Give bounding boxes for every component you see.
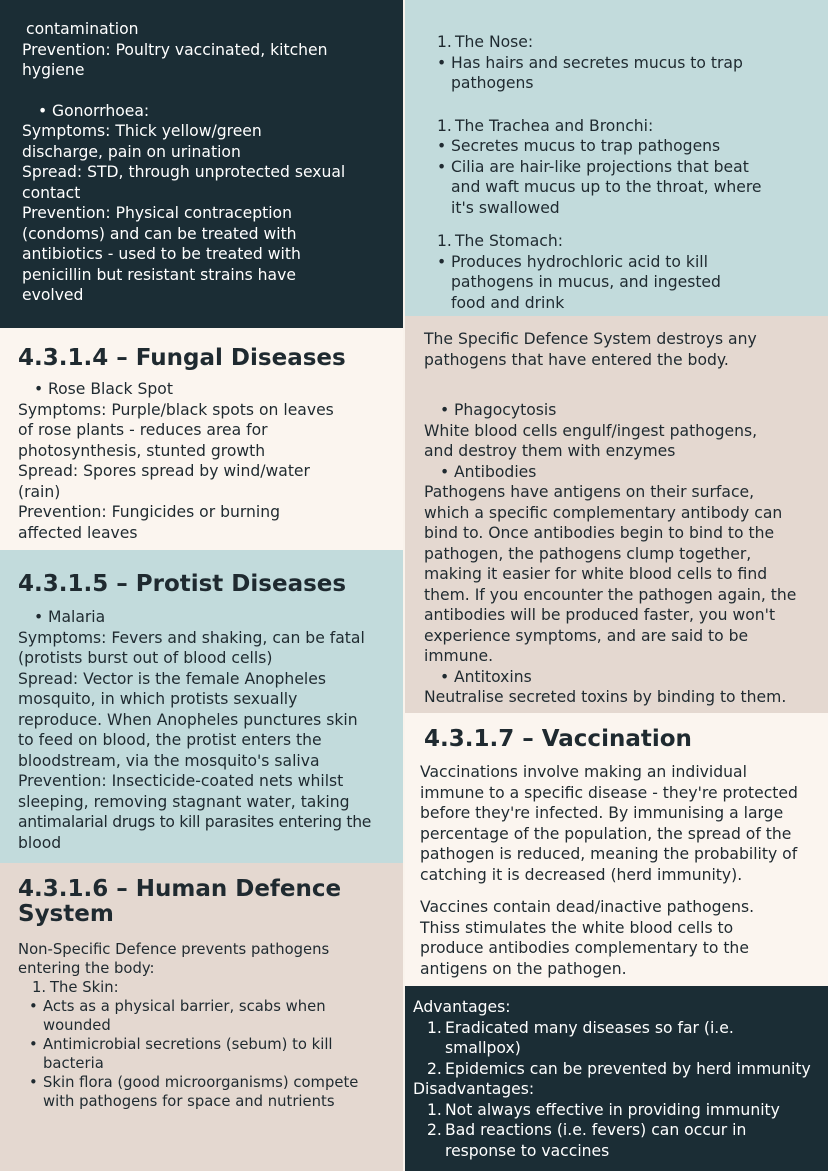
text-line: Symptoms: Fevers and shaking, can be fatal bbox=[18, 628, 365, 647]
spacer bbox=[437, 218, 828, 231]
text-line: White blood cells engulf/ingest pathogens, bbox=[424, 421, 758, 440]
spacer bbox=[18, 597, 403, 607]
list-number: 1. bbox=[437, 116, 452, 135]
text-line: Spread: Spores spread by wind/water bbox=[18, 462, 310, 480]
bullet-line: • Skin flora (good microorganisms) compete bbox=[18, 1073, 403, 1092]
list-number: 1. bbox=[427, 1100, 442, 1119]
text-line: which a specific complementary antibody can bbox=[424, 503, 783, 522]
text-line: blood bbox=[18, 833, 62, 852]
bullet-cont: wounded bbox=[43, 1017, 111, 1034]
advantage-item bbox=[413, 1059, 828, 1080]
text-line: pathogen is reduced, meaning the probability of bbox=[420, 845, 798, 863]
text-line: hygiene bbox=[22, 61, 85, 79]
text-line: immune. bbox=[424, 647, 494, 665]
advantage-item bbox=[413, 1018, 828, 1039]
text-line: bloodstream, via the mosquito's saliva bbox=[18, 751, 320, 770]
text-line: catching it is decreased (herd immunity). bbox=[420, 865, 743, 884]
list-item-skin bbox=[18, 978, 403, 997]
bullet-line: • Has hairs and secretes mucus to trap bbox=[437, 53, 828, 74]
bullet-cont: it's swallowed bbox=[451, 198, 560, 217]
bullet-line: • Secretes mucus to trap pathogens bbox=[437, 136, 828, 157]
text-line: (rain) bbox=[18, 482, 61, 501]
text-line: Symptoms: Purple/black spots on leaves bbox=[18, 400, 334, 419]
text-line: Non-Specific Defence prevents pathogens bbox=[18, 941, 330, 958]
text-line: Prevention: Physical contraception bbox=[22, 204, 292, 222]
bullet-line: • Produces hydrochloric acid to kill bbox=[437, 252, 828, 273]
text-line: evolved bbox=[22, 286, 84, 304]
list-number: 1. bbox=[427, 1018, 442, 1037]
text-line: affected leaves bbox=[18, 523, 138, 542]
text-line: (protists burst out of blood cells) bbox=[18, 649, 273, 667]
list-number: 2. bbox=[427, 1121, 442, 1139]
text-line: Prevention: Insecticide-coated nets whilst bbox=[18, 772, 344, 790]
spacer bbox=[437, 94, 828, 116]
text-line: immune to a specific disease - they're protected bbox=[420, 783, 798, 802]
text-line: before they're infected. By immunising a large bbox=[420, 804, 784, 822]
text-line: to feed on blood, the protist enters the bbox=[18, 731, 322, 749]
fungal-diseases-panel bbox=[0, 328, 403, 550]
list-number: 1. bbox=[32, 979, 47, 996]
text-line: and destroy them with enzymes bbox=[424, 442, 676, 460]
protist-diseases-panel bbox=[0, 550, 403, 863]
list-text: Bad reactions (i.e. fevers) can occur in bbox=[445, 1121, 747, 1139]
section-title-fungal: 4.3.1.4 – Fungal Diseases bbox=[18, 345, 346, 371]
text-line: Prevention: Fungicides or burning bbox=[18, 503, 280, 521]
text-line: percentage of the population, the spread of the bbox=[420, 824, 792, 843]
list-number: 1. bbox=[437, 232, 452, 250]
bullet-rose-black-spot: • Rose Black Spot bbox=[18, 379, 403, 400]
list-item-nose bbox=[437, 32, 828, 53]
advantages-panel bbox=[405, 986, 828, 1171]
text-line: The Specific Defence System destroys any bbox=[424, 330, 757, 348]
skin-bullets bbox=[18, 997, 403, 1111]
text-line: (condoms) and can be treated with bbox=[22, 224, 297, 243]
bullet-cont: bacteria bbox=[43, 1055, 104, 1072]
specific-defence-panel bbox=[405, 316, 828, 713]
text-line: making it easier for white blood cells to find bbox=[424, 565, 768, 583]
bullet-antibodies: • Antibodies bbox=[424, 462, 828, 483]
section-title-defence-line2: System bbox=[18, 901, 114, 927]
text-line: Symptoms: Thick yellow/green bbox=[22, 122, 262, 140]
text-line: antibiotics - used to be treated with bbox=[22, 245, 301, 263]
bullet-cont: with pathogens for space and nutrients bbox=[43, 1093, 335, 1110]
spacer bbox=[424, 370, 828, 400]
list-label: The Nose: bbox=[455, 33, 534, 51]
text-line: Prevention: Poultry vaccinated, kitchen bbox=[22, 40, 328, 59]
disadvantage-item bbox=[413, 1100, 828, 1121]
text-line: Vaccines contain dead/inactive pathogens. bbox=[420, 898, 755, 916]
list-item-stomach bbox=[437, 231, 828, 252]
vaccination-panel bbox=[405, 713, 828, 986]
text-line: reproduce. When Anopheles punctures skin bbox=[18, 710, 358, 729]
bullet-cont: pathogens in mucus, and ingested bbox=[451, 273, 721, 291]
spacer bbox=[18, 927, 403, 940]
text-line: Neutralise secreted toxins by binding to them. bbox=[424, 688, 787, 706]
text-line: Vaccinations involve making an individual bbox=[420, 763, 747, 781]
text-line: Spread: STD, through unprotected sexual bbox=[22, 163, 346, 181]
text-line: antigens on the pathogen. bbox=[420, 959, 627, 978]
bullet-line: • Cilia are hair-like projections that beat bbox=[437, 157, 828, 178]
list-label: The Skin: bbox=[50, 979, 119, 996]
list-text: Epidemics can be prevented by herd immunity bbox=[445, 1059, 811, 1078]
text-line: mosquito, in which protists sexually bbox=[18, 690, 298, 708]
text-line: contact bbox=[22, 183, 81, 202]
text-line: pathogens that have entered the body. bbox=[424, 350, 729, 369]
bullet-cont: pathogens bbox=[451, 74, 534, 92]
text-line: bind to. Once antibodies begin to bind to the bbox=[424, 524, 775, 542]
text-line: Pathogens have antigens on their surface, bbox=[424, 483, 755, 501]
section-title-protist: 4.3.1.5 – Protist Diseases bbox=[18, 571, 347, 597]
bullet-line: • Acts as a physical barrier, scabs when bbox=[18, 997, 403, 1016]
bullet-line: • Antimicrobial secretions (sebum) to kill bbox=[18, 1035, 403, 1054]
list-number: 2. bbox=[427, 1059, 442, 1078]
bullet-cont: and waft mucus up to the throat, where bbox=[451, 178, 762, 196]
list-number: 1. bbox=[437, 33, 452, 51]
bullet-malaria: • Malaria bbox=[18, 607, 403, 628]
text-line: penicillin but resistant strains have bbox=[22, 265, 296, 284]
text-line: photosynthesis, stunted growth bbox=[18, 441, 266, 460]
list-cont: smallpox) bbox=[445, 1039, 521, 1057]
disadvantage-item bbox=[413, 1120, 828, 1141]
spacer bbox=[18, 371, 403, 379]
text-line: discharge, pain on urination bbox=[22, 142, 241, 161]
list-item-trachea bbox=[437, 116, 828, 137]
text-line: of rose plants - reduces area for bbox=[18, 421, 268, 439]
organs-defence-panel bbox=[405, 0, 828, 316]
list-label: The Stomach: bbox=[455, 232, 563, 250]
text-line: entering the body: bbox=[18, 960, 155, 977]
salmonella-gonorrhoea-panel bbox=[0, 0, 403, 328]
text-line: contamination bbox=[26, 20, 139, 38]
text-line: them. If you encounter the pathogen again, the bbox=[424, 585, 797, 604]
spacer bbox=[22, 81, 403, 101]
bullet-cont: food and drink bbox=[451, 293, 565, 312]
text-line: Thiss stimulates the white blood cells to bbox=[420, 918, 734, 937]
disadvantages-label: Disadvantages: bbox=[413, 1080, 535, 1098]
list-cont: response to vaccines bbox=[445, 1141, 610, 1160]
bullet-antitoxins: • Antitoxins bbox=[424, 667, 828, 688]
spacer bbox=[420, 885, 828, 897]
text-line: antibodies will be produced faster, you won't bbox=[424, 606, 776, 624]
text-line: sleeping, removing stagnant water, taking bbox=[18, 792, 350, 811]
text-line: Spread: Vector is the female Anopheles bbox=[18, 669, 326, 688]
text-line: antimalarial drugs to kill parasites entering the bbox=[18, 813, 372, 831]
advantages-label: Advantages: bbox=[413, 998, 511, 1016]
spacer bbox=[420, 752, 828, 762]
human-defence-panel bbox=[0, 863, 403, 1171]
list-text: Eradicated many diseases so far (i.e. bbox=[445, 1018, 734, 1037]
text-line: produce antibodies complementary to the bbox=[420, 939, 749, 957]
text-line: pathogen, the pathogens clump together, bbox=[424, 544, 752, 563]
section-title-vaccination: 4.3.1.7 – Vaccination bbox=[424, 726, 692, 752]
bullet-gonorrhoea: • Gonorrhoea: bbox=[22, 101, 403, 122]
list-label: The Trachea and Bronchi: bbox=[455, 116, 654, 135]
bullet-phagocytosis: • Phagocytosis bbox=[424, 400, 828, 421]
section-title-defence-line1: 4.3.1.6 – Human Defence bbox=[18, 876, 342, 902]
list-text: Not always effective in providing immunity bbox=[445, 1100, 780, 1119]
text-line: experience symptoms, and are said to be bbox=[424, 626, 749, 645]
